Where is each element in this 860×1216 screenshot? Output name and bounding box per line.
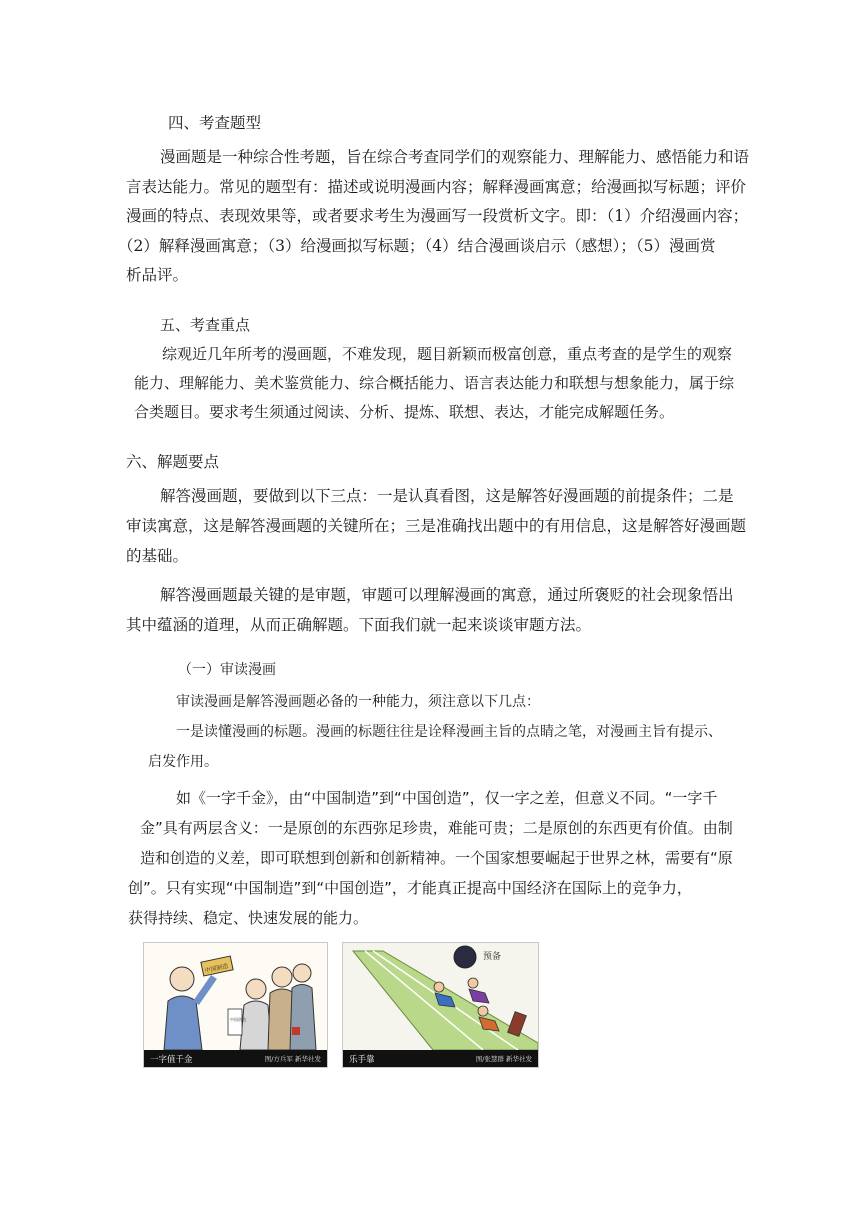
cartoon-2-sign: 预备 xyxy=(483,952,502,962)
text-line: 如《一字千金》，由“中国制造”到“中国创造”，仅一字之差，但意义不同。“一字千 xyxy=(176,789,718,807)
cartoon-image-2 xyxy=(342,942,539,1068)
subsection-1-point1 xyxy=(148,717,748,777)
text-line: 造和创造的义差，即可联想到创新和创新精神。一个国家想要崛起于世界之林，需要有“原 xyxy=(140,849,733,867)
text-line: 的基础。 xyxy=(126,547,189,565)
text-line: 解答漫画题，要做到以下三点：一是认真看图，这是解答好漫画题的前提条件；二是 xyxy=(160,487,734,505)
section-5-heading: 五、考查重点 xyxy=(160,316,251,334)
text-line: 启发作用。 xyxy=(148,754,218,770)
text-line: 解答漫画题最关键的是审题，审题可以理解漫画的寓意，通过所褒贬的社会现象悟出 xyxy=(160,586,734,604)
text-line: 获得持续、稳定、快速发展的能力。 xyxy=(128,909,369,927)
cartoon-2-drawing xyxy=(343,943,538,1050)
text-line: 言表达能力。常见的题型有：描述或说明漫画内容；解释漫画寓意；给漫画拟写标题；评价 xyxy=(126,177,747,196)
section-5-body xyxy=(134,340,734,427)
paper-text: 中国创造 xyxy=(230,1017,246,1022)
text-line: 漫画的特点、表现效果等，或者要求考生为漫画写一段赏析文字。即：（1）介绍漫画内容； xyxy=(126,207,749,225)
seal-stamp xyxy=(292,1027,300,1035)
text-line: 金”具有两层含义：一是原创的东西弥足珍贵，难能可贵；二是原创的东西更有价值。由制 xyxy=(140,819,733,837)
cartoon-image-1 xyxy=(143,942,328,1068)
cartoon-1-caption xyxy=(144,1050,327,1067)
subsection-1-heading: （一）审读漫画 xyxy=(178,662,276,678)
cartoon-2-caption xyxy=(343,1050,538,1067)
cartoon-2-credit: 图/张慧群 新华社发 xyxy=(475,1055,532,1063)
text-line: 析品评。 xyxy=(126,266,189,284)
text-line: 一是读懂漫画的标题。漫画的标题往往是诠释漫画主旨的点睛之笔，对漫画主旨有提示、 xyxy=(176,724,722,740)
section-6-para1 xyxy=(126,481,747,571)
cartoon-1-drawing xyxy=(144,943,327,1050)
section-4-body xyxy=(118,143,750,291)
cartoon-2-title: 乐手靠 xyxy=(349,1054,375,1065)
subsection-1-intro: 审读漫画是解答漫画题必备的一种能力，须注意以下几点： xyxy=(176,694,540,710)
text-line: 能力、理解能力、美术鉴赏能力、综合概括能力、语言表达能力和联想与想象能力，属于综 xyxy=(134,374,735,392)
sign-text: 中国制造 xyxy=(204,962,230,975)
text-line: 其中蕴涵的道理，从而正确解题。下面我们就一起来谈谈审题方法。 xyxy=(126,616,592,634)
cartoon-1-credit: 图/方兵军 新华社发 xyxy=(264,1055,321,1063)
section-4-heading: 四、考查题型 xyxy=(168,114,262,132)
text-line: 综观近几年所考的漫画题，不难发现，题目新颖而极富创意，重点考查的是学生的观察 xyxy=(162,345,733,363)
subsection-1-example xyxy=(128,783,760,933)
text-line: 漫画题是一种综合性考题，旨在综合考查同学们的观察能力、理解能力、感悟能力和语 xyxy=(160,148,750,166)
section-6-para2 xyxy=(126,580,738,640)
text-line: 合类题目。要求考生须通过阅读、分析、提炼、联想、表达，才能完成解题任务。 xyxy=(134,403,675,421)
section-6-heading: 六、解题要点 xyxy=(126,453,220,471)
text-line: （2）解释漫画寓意；（3）给漫画拟写标题；（4）结合漫画谈启示（感想）；（5）漫画赏 xyxy=(118,236,716,255)
cartoon-1-title: 一字值千金 xyxy=(150,1054,193,1065)
text-line: 审读寓意，这是解答漫画题的关键所在；三是准确找出题中的有用信息，这是解答好漫画题 xyxy=(126,517,747,535)
text-line: 创”。只有实现“中国制造”到“中国创造”，才能真正提高中国经济在国际上的竞争力， xyxy=(128,879,692,897)
